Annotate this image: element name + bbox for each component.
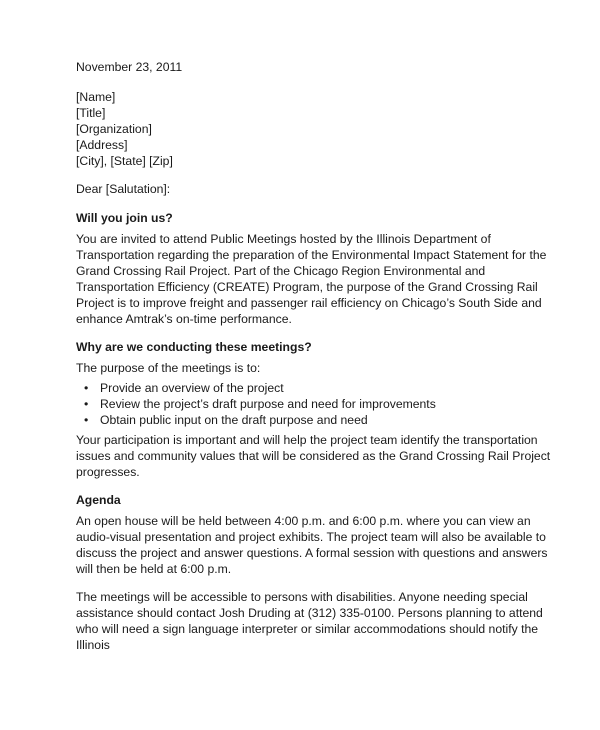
letter-date: November 23, 2011 bbox=[76, 60, 183, 74]
list-item bbox=[76, 380, 556, 396]
section-heading-why: Why are we conducting these meetings? bbox=[76, 340, 312, 354]
bullet-icon: • bbox=[84, 397, 89, 411]
agenda-paragraph: An open house will be held between 4:00 p.m. and 6:00 p.m. where you can view an audio-visual presentation and project exhibits. The project team will also be available to discuss the project and answer questions. A formal session with questions and answers will then be held at 6:00 p.m. bbox=[76, 514, 548, 576]
list-item-text: Obtain public input on the draft purpose and need bbox=[100, 413, 368, 427]
participation-paragraph: Your participation is important and will help the project team identify the transportation issues and community values that will be considered as the Grand Crossing Rail Project progresses. bbox=[76, 433, 551, 479]
bullet-icon: • bbox=[84, 381, 89, 395]
invitation-paragraph: You are invited to attend Public Meetings hosted by the Illinois Department of Transportation regarding the preparation of the Environmental Impact Statement for the Grand Crossing Rail Project. Part of the Chicago Region Environmental and Transportation Efficiency (CREATE) Program, the purpose of the Grand Crossing Rail Project is to improve freight and passenger rail efficiency on Chicago’s South Side and enhance Amtrak’s on-time performance. bbox=[76, 232, 547, 326]
list-item bbox=[76, 396, 556, 412]
address-organization: [Organization] bbox=[76, 122, 152, 136]
letter-page bbox=[76, 59, 556, 665]
list-item-text: Provide an overview of the project bbox=[100, 381, 284, 395]
list-item bbox=[76, 412, 556, 428]
list-item-text: Review the project’s draft purpose and need for improvements bbox=[100, 397, 436, 411]
section-heading-agenda: Agenda bbox=[76, 493, 121, 507]
address-city-state-zip: [City], [State] [Zip] bbox=[76, 154, 173, 168]
address-title: [Title] bbox=[76, 106, 106, 120]
bullet-icon: • bbox=[84, 413, 89, 427]
purpose-intro: The purpose of the meetings is to: bbox=[76, 361, 261, 375]
section-heading-join: Will you join us? bbox=[76, 211, 173, 225]
salutation: Dear [Salutation]: bbox=[76, 182, 171, 196]
accessibility-paragraph: The meetings will be accessible to persons with disabilities. Anyone needing special assistance should contact Josh Druding at (312) 335-0100. Persons planning to attend who will need a sign language interpreter or similar accommodations should notify the Illinois bbox=[76, 590, 543, 652]
address-street: [Address] bbox=[76, 138, 128, 152]
purpose-list bbox=[76, 380, 556, 428]
address-name: [Name] bbox=[76, 90, 116, 104]
recipient-address bbox=[76, 89, 556, 169]
